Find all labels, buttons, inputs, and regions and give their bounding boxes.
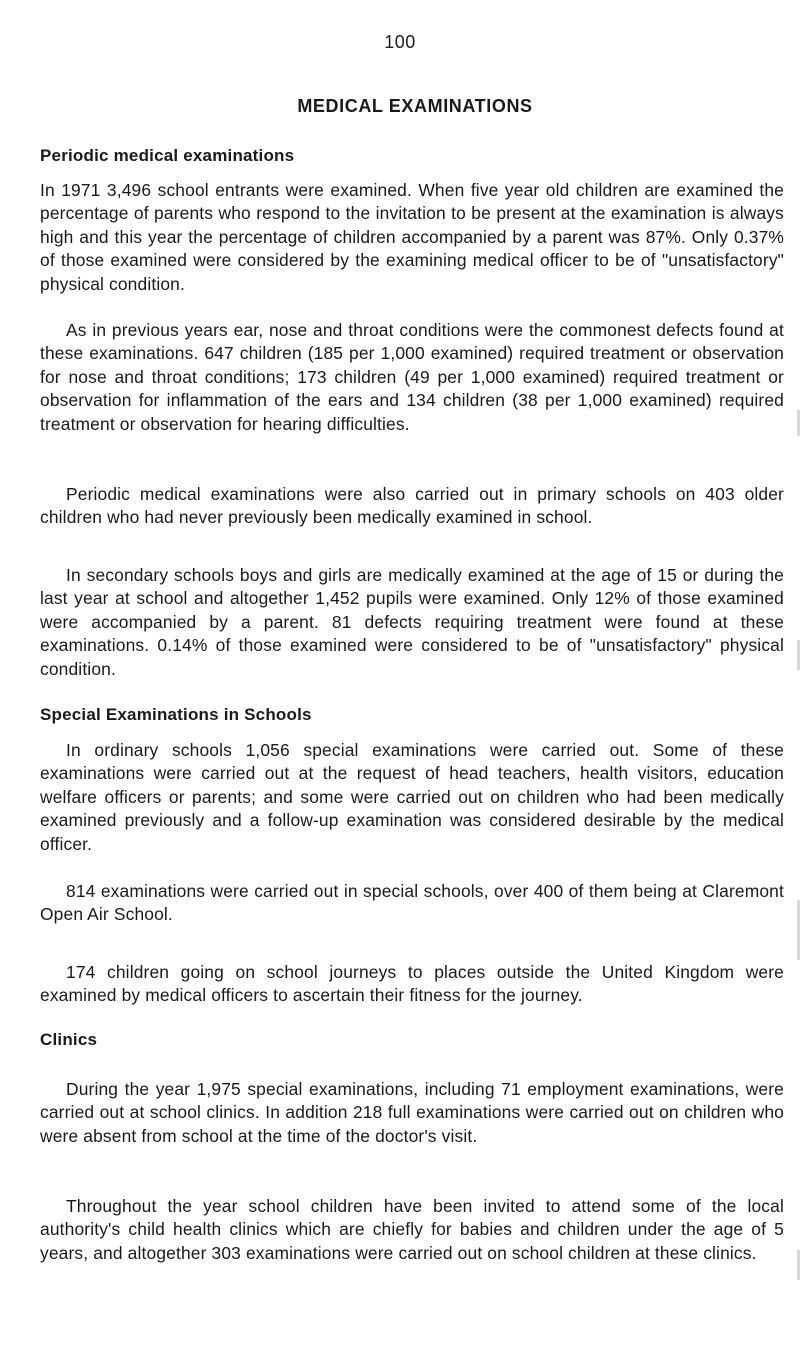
paragraph-ordinary-schools: In ordinary schools 1,056 special examinations were carried out. Some of these examinations were carried out at the request of head teachers, health visitors, education welfare officers or parents; and some were carried out on children who had been medically examined previously and a follow-up examination was considered desirable by the medical officer. — [40, 740, 784, 854]
section-heading-periodic-medical-examinations: Periodic medical examinations — [40, 146, 295, 165]
paragraph-child-health-clinics: Throughout the year school children have been invited to attend some of the local authority's child health clinics which are chiefly for babies and children under the age of 5 years, and altogether 303 examinations were carried out on school children at these clinics. — [40, 1196, 784, 1263]
page-title: MEDICAL EXAMINATIONS — [297, 96, 533, 116]
section-heading-special-examinations: Special Examinations in Schools — [40, 705, 312, 724]
paragraph-secondary-schools: In secondary schools boys and girls are medically examined at the age of 15 or during the last year at school and altogether 1,452 pupils were examined. Only 12% of those examined were accompanied by a parent. 81 defects requiring treatment were found at these examinations. 0.14% of those examined were considered to be of "unsatisfactory" physical condition. — [40, 565, 784, 679]
paragraph-school-entrants: In 1971 3,496 school entrants were examined. When five year old children are examined the percentage of parents who respond to the invitation to be present at the examination is always high and this year the percentage of children accompanied by a parent was 87%. Only 0.37% of those examined were considered by the examining medical officer to be of "unsatisfactory" physical condition. — [40, 180, 784, 294]
section-heading-clinics: Clinics — [40, 1030, 98, 1049]
paragraph-ent-defects: As in previous years ear, nose and throat conditions were the commonest defects found at these examinations. 647 children (185 per 1,000 examined) required treatment or observation for nose and throat conditions; 173 children (49 per 1,000 examined) required treatment or observation for inflammation of the ears and 134 children (38 per 1,000 examined) required treatment or observation for hearing difficulties. — [40, 320, 784, 434]
paragraph-school-clinics: During the year 1,975 special examinations, including 71 employment examinations, were carried out at school clinics. In addition 218 full examinations were carried out on children who were absent from school at the time of the doctor's visit. — [40, 1079, 784, 1146]
paragraph-primary-schools: Periodic medical examinations were also carried out in primary schools on 403 older children who had never previously been medically examined in school. — [40, 484, 784, 528]
page-number: 100 — [384, 32, 416, 52]
paragraph-school-journeys: 174 children going on school journeys to places outside the United Kingdom were examined by medical officers to ascertain their fitness for the journey. — [40, 962, 784, 1006]
paragraph-special-schools: 814 examinations were carried out in special schools, over 400 of them being at Claremont Open Air School. — [40, 881, 784, 925]
